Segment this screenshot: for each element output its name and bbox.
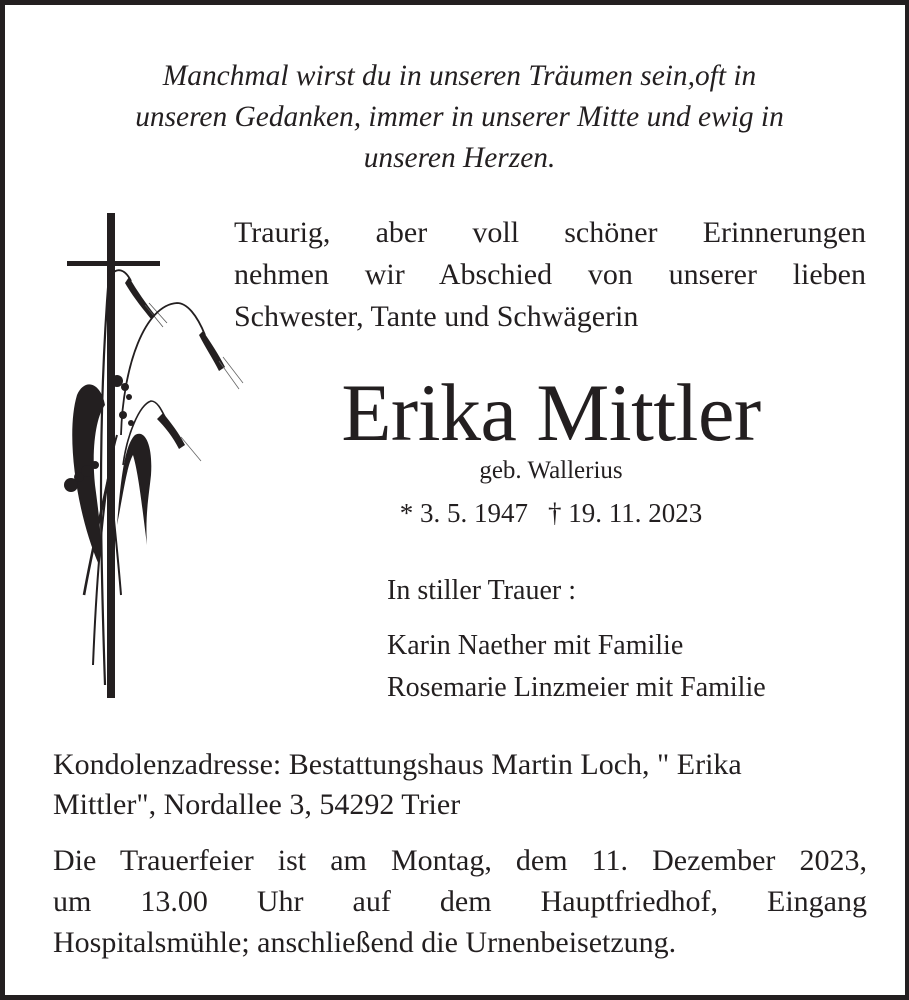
memorial-quote xyxy=(53,55,865,178)
maiden-name: geb. Wallerius xyxy=(479,457,623,484)
intro-line: Traurig, aber voll schöner Erinnerungen xyxy=(234,216,866,249)
cross-with-wheat-icon xyxy=(55,205,255,705)
intro-line: nehmen wir Abschied von unserer lieben xyxy=(234,258,866,291)
death-date: † 19. 11. 2023 xyxy=(548,498,703,528)
mourners-label: In stiller Trauer : xyxy=(387,575,576,606)
condolence-line: Kondolenzadresse: Bestattungshaus Martin Loch, " Erika xyxy=(53,748,742,781)
ceremony-line: um 13.00 Uhr auf dem Hauptfriedhof, Eingang xyxy=(53,885,867,918)
mourners-list xyxy=(387,625,766,709)
intro-line: Schwester, Tante und Schwägerin xyxy=(234,300,639,333)
life-dates xyxy=(295,495,807,531)
ceremony-line: Die Trauerfeier ist am Montag, dem 11. Dezember 2023, xyxy=(53,844,867,877)
ceremony-line: Hospitalsmühle; anschließend die Urnenbeisetzung. xyxy=(53,926,677,959)
condolence-address xyxy=(53,745,861,825)
deceased-name: Erika Mittler xyxy=(341,367,761,458)
mourner-name: Karin Naether mit Familie xyxy=(387,630,684,661)
condolence-line: Mittler", Nordallee 3, 54292 Trier xyxy=(53,788,461,821)
quote-line: Manchmal wirst du in unseren Träumen sein,oft in xyxy=(162,59,757,92)
birth-date: * 3. 5. 1947 xyxy=(399,498,528,528)
quote-line: unseren Gedanken, immer in unserer Mitte und ewig in xyxy=(135,100,784,133)
mourner-name: Rosemarie Linzmeier mit Familie xyxy=(387,672,766,703)
quote-line: unseren Herzen. xyxy=(363,141,556,174)
ceremony-info xyxy=(53,840,867,963)
intro-text xyxy=(234,212,866,338)
